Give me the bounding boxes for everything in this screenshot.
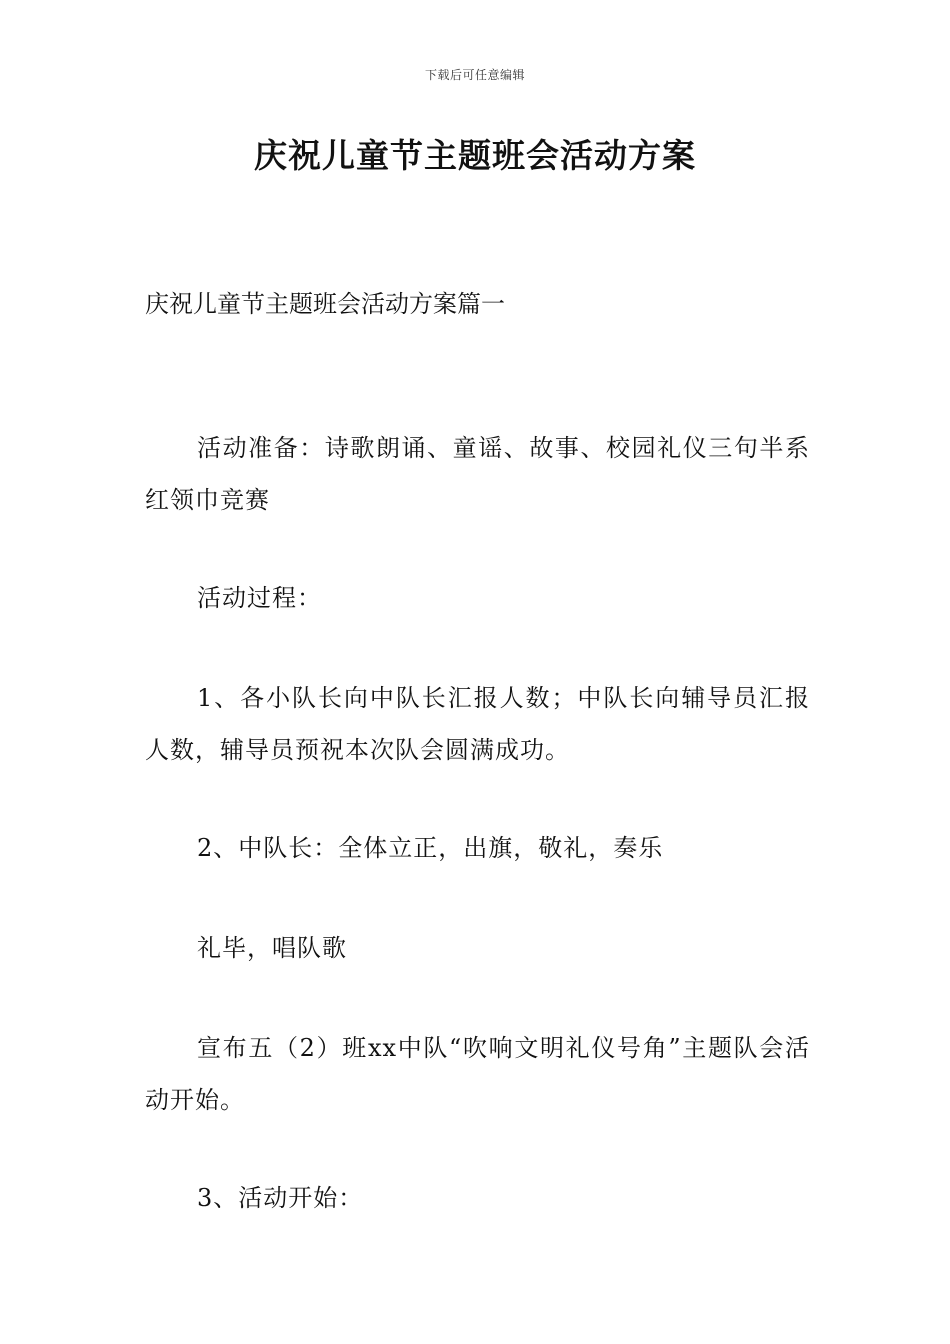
paragraph-step-1: 1、各小队长向中队长汇报人数；中队长向辅导员汇报人数，辅导员预祝本次队会圆满成功。 <box>145 684 810 764</box>
paragraph-step-2: 2、中队长：全体立正，出旗，敬礼，奏乐 <box>197 834 664 862</box>
paragraph-step-3: 3、活动开始： <box>197 1184 364 1212</box>
header-note: 下载后可任意编辑 <box>424 68 525 82</box>
paragraph-activity-process: 活动过程： <box>197 584 322 612</box>
paragraph-activity-preparation: 活动准备：诗歌朗诵、童谣、故事、校园礼仪三句半系红领巾竞赛 <box>145 434 810 514</box>
paragraph-salute-finished: 礼毕，唱队歌 <box>197 934 347 962</box>
paragraph-announcement: 宣布五（2）班xx中队“吹响文明礼仪号角”主题队会活动开始。 <box>145 1034 810 1114</box>
section-heading: 庆祝儿童节主题班会活动方案篇一 <box>145 290 505 318</box>
document-title: 庆祝儿童节主题班会活动方案 <box>254 136 696 175</box>
